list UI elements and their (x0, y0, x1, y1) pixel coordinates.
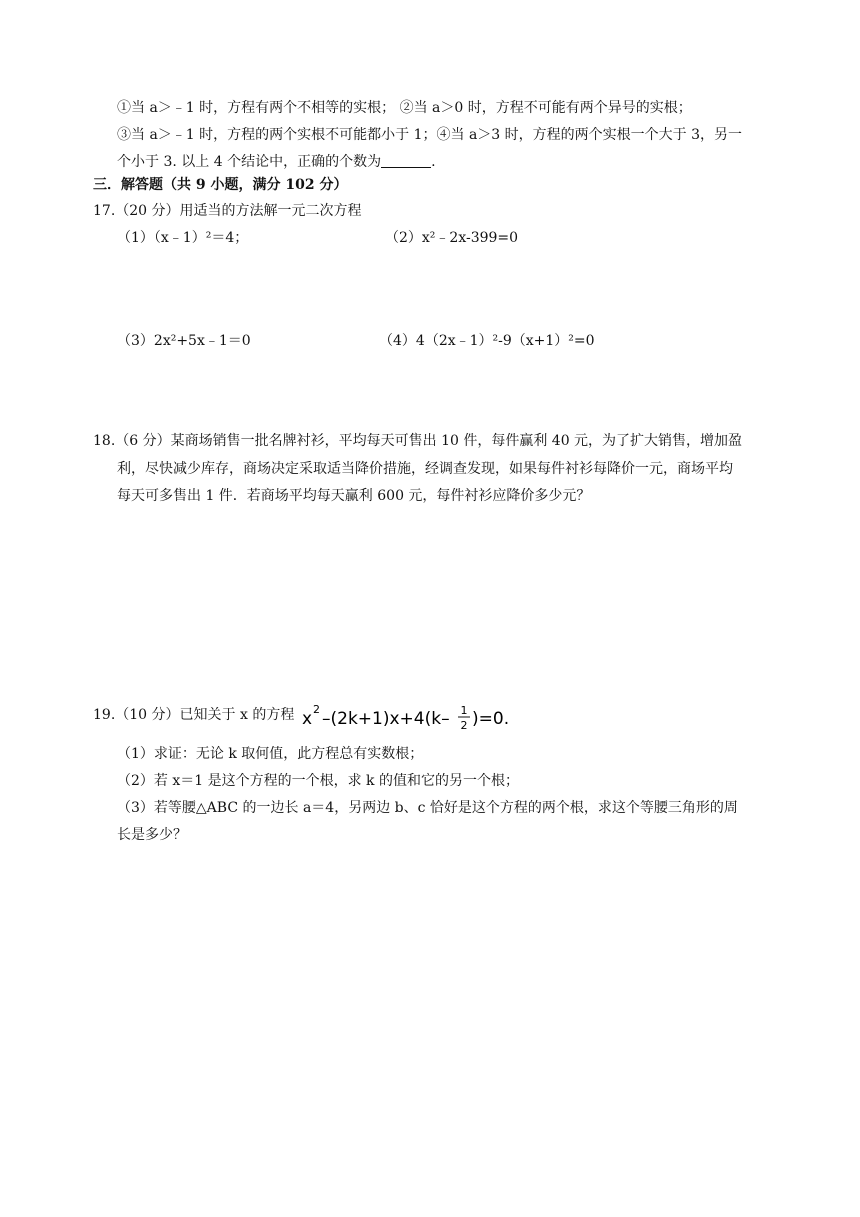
q17-part-2: （2）x²﹣2x-399=0 (385, 230, 519, 246)
q18-line-2: 利，尽快减少库存，商场决定采取适当降价措施，经调查发现，如果每件衬衫每降价一元，商场平均 (117, 461, 733, 477)
q19-heading: 19.（10 分）已知关于 x 的方程 (93, 707, 295, 723)
eq-frac-den: 2 (460, 719, 468, 732)
eq-frac-num: 1 (460, 704, 468, 717)
q17-part-3: （3）2x²+5x﹣1＝0 (117, 333, 251, 349)
q18-line-3: 每天可多售出 1 件．若商场平均每天赢利 600 元，每件衬衫应降价多少元？ (117, 488, 591, 504)
eq-x: x (302, 709, 313, 729)
answer-blank (381, 153, 431, 168)
conclusion-line-3 (117, 152, 436, 172)
q19-sub-1: （1）求证：无论 k 取何值，此方程总有实数根； (117, 746, 424, 762)
conclusion-line-3-end: . (431, 154, 436, 170)
eq-mid: –(2k+1)x+4(k– (322, 709, 450, 729)
conclusion-line-3-text: 个小于 3. 以上 4 个结论中，正确的个数为 (117, 154, 382, 170)
conclusion-line-2: ③当 a＞﹣1 时，方程的两个实根不可能都小于 1；④当 a＞3 时，方程的两个实根一个大于 3，另一 (117, 127, 743, 143)
q17-part-4: （4）4（2x﹣1）²-9（x+1）²=0 (379, 333, 595, 349)
q17-heading: 17.（20 分）用适当的方法解一元二次方程 (93, 203, 362, 219)
q18-line-1: 18.（6 分）某商场销售一批名牌衬衫，平均每天可售出 10 件，每件赢利 40 元，为了扩大销售，增加盈 (93, 433, 743, 449)
q17-part-1: （1）（x﹣1）²＝4； (117, 230, 249, 246)
q19-sub-4: 长是多少？ (117, 827, 187, 843)
conclusion-line-1: ①当 a＞﹣1 时，方程有两个不相等的实根； ②当 a＞0 时，方程不可能有两个异号的实根； (117, 100, 692, 116)
eq-sup: 2 (313, 703, 320, 716)
q19-sub-3: （3）若等腰△ABC 的一边长 a＝4，另两边 b、c 恰好是这个方程的两个根，求这个等腰三角形的周 (117, 800, 738, 816)
q19-equation-image (300, 702, 510, 732)
q19-sub-2: （2）若 x＝1 是这个方程的一个根，求 k 的值和它的另一个根； (117, 773, 519, 789)
eq-end: )=0. (472, 709, 510, 729)
section-3-title: 三．解答题（共 9 小题，满分 102 分） (93, 177, 348, 193)
